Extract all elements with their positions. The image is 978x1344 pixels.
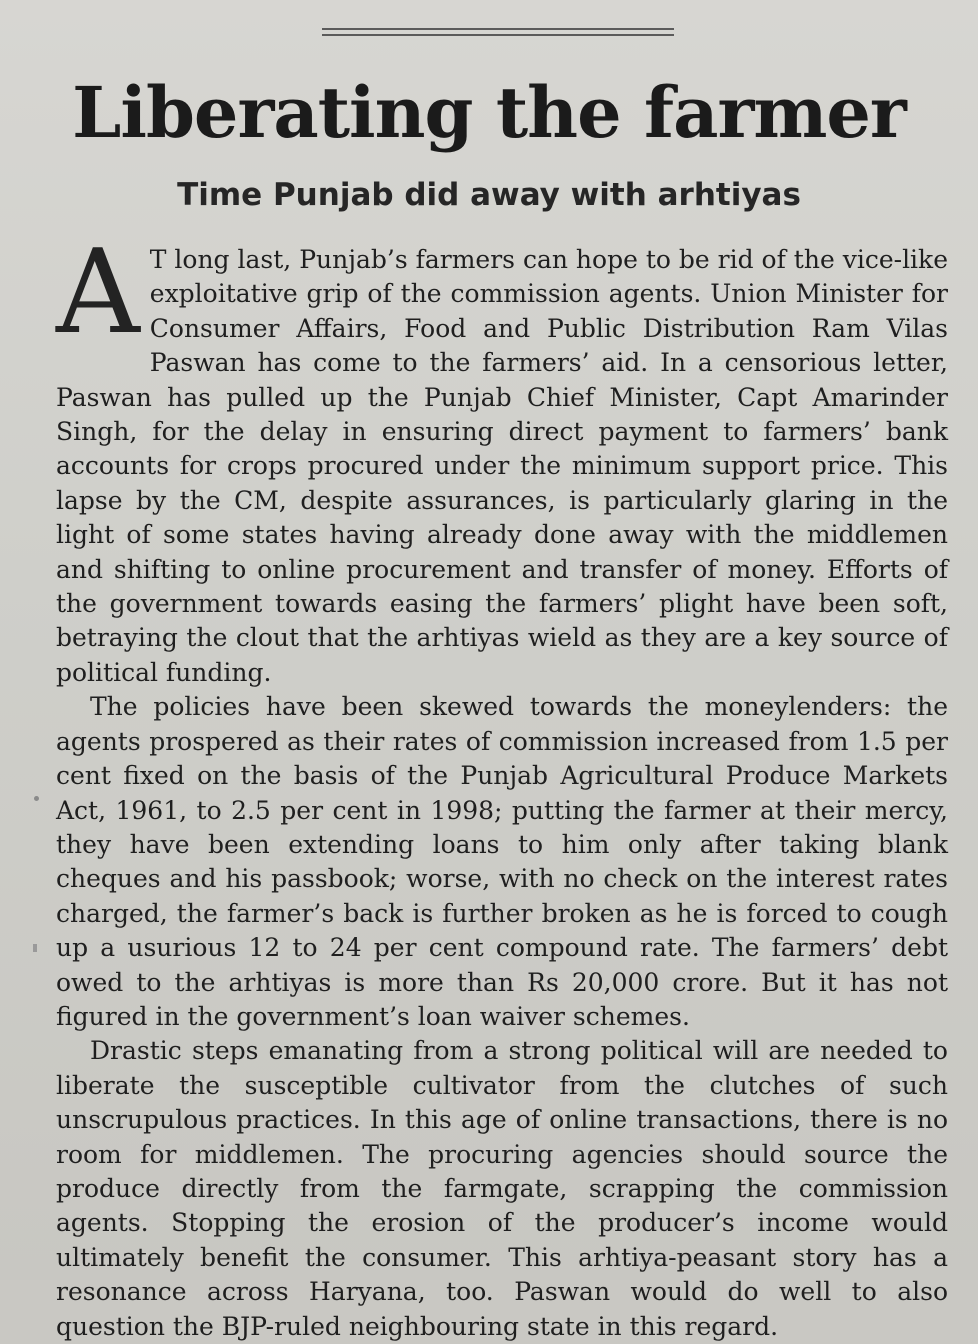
paragraph-2: The policies have been skewed towards the moneylenders: the agents prospered as their rates of commission increased from 1.5 per cent fixed on the basis of the Punjab Agricultural Produce Markets Act, 1961, to 2.5 per cent in 1998; putting the farmer at their mercy, they have been extending loans to him only after taking blank cheques and his passbook; worse, with no check on the interest rates charged, the farmer’s back is further broken as he is forced to cough up a usurious 12 to 24 per cent compound rate. The farmers’ debt owed to the arhtiyas is more than Rs 20,000 crore. But it has not figured in the government’s loan waiver schemes. xyxy=(56,692,948,1031)
headline: Liberating the farmer xyxy=(72,71,906,154)
paper-mark xyxy=(33,944,37,952)
top-double-rule xyxy=(322,28,674,40)
top-rule-line-1 xyxy=(322,28,674,30)
paragraph-1 xyxy=(56,225,948,690)
paragraph-3: Drastic steps emanating from a strong political will are needed to liberate the susceptible cultivator from the clutches of such unscrupulous practices. In this age of online transactions, there is no room for middlemen. The procuring agencies should source the produce directly from the farmgate, scrapping the commission agents. Stopping the erosion of the producer’s income would ultimately benefit the consumer. This arhtiya-peasant story has a resonance across Haryana, too. Paswan would do well to also question the BJP-ruled neighbouring state in this regard. xyxy=(56,1036,948,1341)
drop-cap: A xyxy=(56,225,140,360)
top-rule-line-2 xyxy=(322,34,674,36)
paragraph-1-text: T long last, Punjab’s farmers can hope to be rid of the vice-like exploitative grip of the commission agents. Union Minister for Consumer Affairs, Food and Public Distribution Ram Vilas Paswan has come to the farmers’ aid. In a censorious letter, Paswan has pulled up the Punjab Chief Minister, Capt Amarinder Singh, for the delay in ensuring direct payment to farmers’ bank accounts for crops procured under the minimum support price. This lapse by the CM, despite assurances, is particularly glaring in the light of some states having already done away with the middlemen and shifting to online procurement and transfer of money. Efforts of the government towards easing the farmers’ plight have been soft, betraying the clout that the arhtiyas wield as they are a key source of political funding. xyxy=(56,245,948,687)
article-body xyxy=(56,225,948,1344)
paper-speck xyxy=(34,796,39,801)
subheadline: Time Punjab did away with arhtiyas xyxy=(177,177,801,213)
